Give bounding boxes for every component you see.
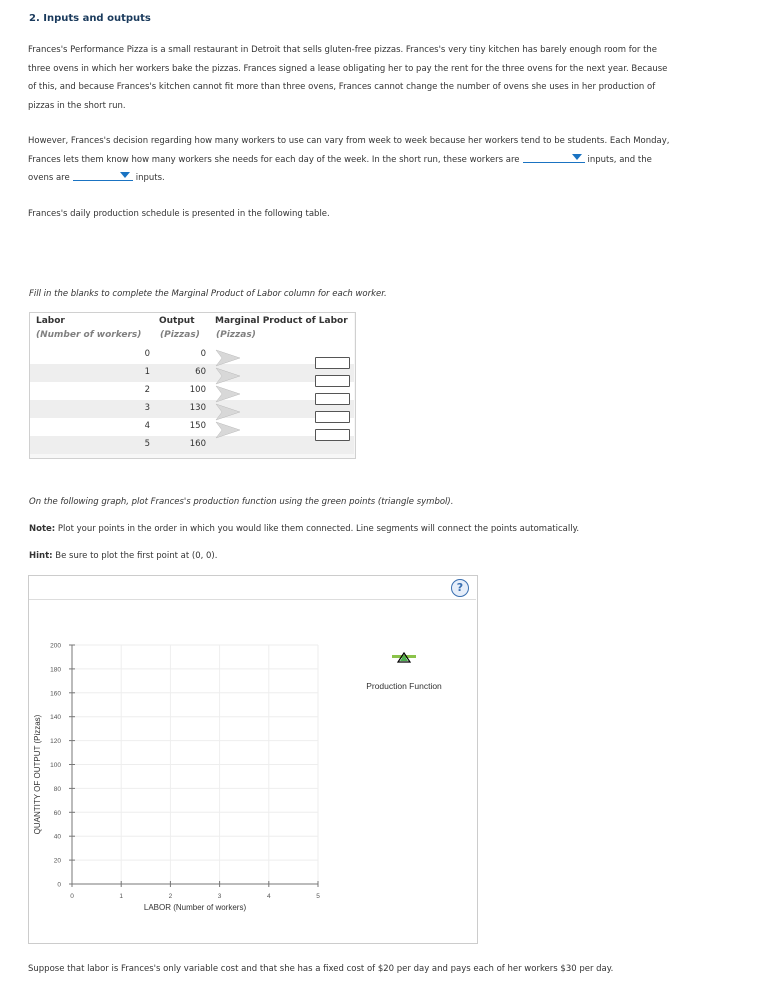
decision-line-1: However, Frances's decision regarding how many workers to use can vary from week to week because her workers tend to be students. Each Monday, xyxy=(28,136,670,146)
decision-line-2 xyxy=(28,151,718,170)
chevron-down-icon xyxy=(572,154,582,160)
section-heading: 2. Inputs and outputs xyxy=(29,13,151,24)
header-output: Output xyxy=(159,316,195,326)
bracket-arrow-icon xyxy=(216,350,240,366)
bracket-arrow-icon xyxy=(216,422,240,438)
ovens-input-type-dropdown[interactable] xyxy=(73,170,133,181)
labor-cell: 0 xyxy=(144,349,150,359)
y-tick-label: 40 xyxy=(53,833,61,841)
x-axis-label: LABOR (Number of workers) xyxy=(143,903,247,912)
chart-grid xyxy=(72,645,318,884)
labor-cell: 2 xyxy=(144,385,150,395)
labor-cell: 1 xyxy=(144,367,150,377)
decision-paragraph xyxy=(28,132,718,188)
intro-line-2: three ovens in which her workers bake the pizzas. Frances signed a lease obligating her to pay the rent for the three ovens for the next year. Because xyxy=(28,63,668,74)
bracket-arrow-icon xyxy=(216,386,240,402)
header-mpl: Marginal Product of Labor xyxy=(215,316,348,326)
output-cell: 150 xyxy=(189,421,206,431)
header-output-sub: (Pizzas) xyxy=(160,330,200,340)
x-tick-label: 2 xyxy=(168,893,173,900)
header-mpl-sub: (Pizzas) xyxy=(216,330,256,340)
production-chart xyxy=(28,600,476,940)
bracket-arrows xyxy=(214,346,244,446)
graph-toolbar xyxy=(29,576,476,600)
schedule-text: Frances's daily production schedule is presented in the following table. xyxy=(28,209,330,219)
hint-line xyxy=(29,551,217,561)
header-labor-sub: (Number of workers) xyxy=(36,330,142,340)
x-tick-label: 5 xyxy=(316,893,320,900)
mpl-input-worker-2[interactable] xyxy=(315,375,350,387)
note-label: Note: xyxy=(29,524,56,534)
mpl-input-worker-4[interactable] xyxy=(315,411,350,423)
y-axis-label: QUANTITY OF OUTPUT (Pizzas) xyxy=(33,714,42,835)
mpl-input-worker-5[interactable] xyxy=(315,429,350,441)
decision-text-3b: inputs. xyxy=(135,173,165,183)
x-tick-label: 3 xyxy=(217,893,222,900)
bracket-arrow-icon xyxy=(216,368,240,384)
help-icon[interactable]: ? xyxy=(451,579,469,597)
output-cell: 100 xyxy=(189,385,206,395)
y-tick-label: 60 xyxy=(53,809,61,817)
x-tick-label: 1 xyxy=(119,893,124,900)
hint-text: Be sure to plot the first point at (0, 0). xyxy=(55,551,218,561)
y-tick-label: 100 xyxy=(50,762,61,769)
x-tick-label: 4 xyxy=(266,893,271,900)
output-cell: 130 xyxy=(189,403,206,413)
intro-line-3: of this, and because Frances's kitchen cannot fit more than three ovens, Frances cannot change the number of ovens she uses in her production of xyxy=(28,82,656,92)
intro-line-4: pizzas in the short run. xyxy=(28,100,126,111)
decision-text-2a: Frances lets them know how many workers she needs for each day of the week. In the short run, these workers are xyxy=(28,154,520,165)
labor-cell: 3 xyxy=(144,403,150,413)
output-cell: 60 xyxy=(195,367,206,377)
chart-ticks xyxy=(50,643,320,901)
decision-line-3 xyxy=(28,169,718,188)
workers-input-type-dropdown[interactable] xyxy=(523,152,585,163)
hint-label: Hint: xyxy=(29,551,53,561)
table-instruction: Fill in the blanks to complete the Marginal Product of Labor column for each worker. xyxy=(29,289,387,299)
x-tick-label: 0 xyxy=(70,893,74,900)
y-tick-label: 80 xyxy=(53,785,61,793)
production-function-tool[interactable] xyxy=(392,653,416,662)
legend-production-function: Production Function xyxy=(366,681,442,691)
header-labor: Labor xyxy=(36,316,65,326)
note-text: Plot your points in the order in which you would like them connected. Line segments will connect the points automatically. xyxy=(57,524,580,534)
y-tick-label: 140 xyxy=(50,714,61,722)
decision-text-2b: inputs, and the xyxy=(587,154,652,165)
chevron-down-icon xyxy=(120,172,130,178)
note-line xyxy=(29,524,579,534)
y-tick-label: 200 xyxy=(50,642,61,650)
output-cell: 160 xyxy=(189,439,206,449)
y-tick-label: 0 xyxy=(57,881,61,889)
mpl-input-worker-1[interactable] xyxy=(315,357,350,369)
y-tick-label: 160 xyxy=(50,690,61,698)
y-tick-label: 20 xyxy=(53,857,61,865)
intro-line-1: Frances's Performance Pizza is a small restaurant in Detroit that sells gluten-free pizzas. Frances's very tiny kitchen has barely enough room for the xyxy=(28,45,658,55)
decision-text-3a: ovens are xyxy=(28,173,70,183)
footer-text: Suppose that labor is Frances's only variable cost and that she has a fixed cost of $20 per day and pays each of her workers $30 per day. xyxy=(28,964,614,974)
y-tick-label: 180 xyxy=(50,666,61,674)
intro-paragraph xyxy=(28,41,718,115)
bracket-arrow-icon xyxy=(216,404,240,420)
labor-cell: 4 xyxy=(144,421,150,431)
y-tick-label: 120 xyxy=(50,738,61,746)
mpl-input-worker-3[interactable] xyxy=(315,393,350,405)
output-cell: 0 xyxy=(200,349,206,359)
labor-cell: 5 xyxy=(144,439,150,449)
graph-instruction: On the following graph, plot Frances's production function using the green points (triangle symbol). xyxy=(29,497,454,507)
